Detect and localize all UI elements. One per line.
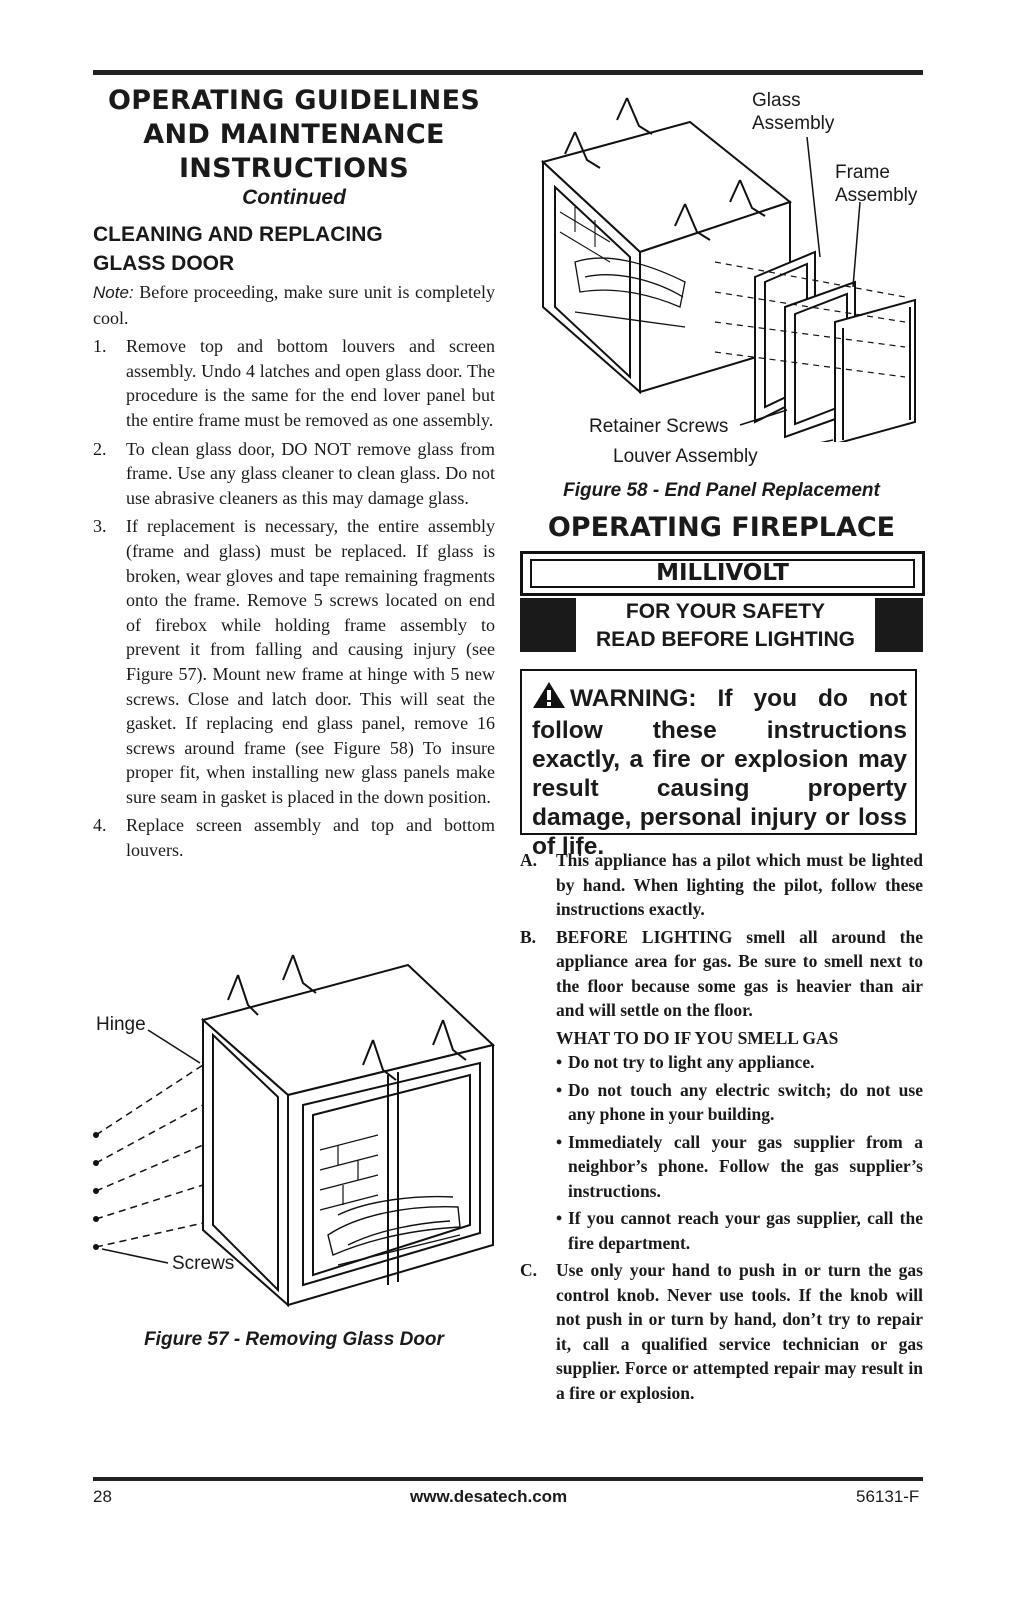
glass-assembly-line-1: Glass [752,90,801,111]
note-paragraph [93,280,495,330]
hinge-callout: Hinge [96,1014,146,1035]
safety-block-left [520,598,576,652]
item-label: B. [520,926,537,947]
safety-text [576,598,875,654]
title-line-3: INSTRUCTIONS [178,153,410,184]
safety-block-right [875,598,923,652]
continued-label: Continued [242,186,346,209]
louver-assembly-callout: Louver Assembly [613,446,758,467]
glass-assembly-line-2: Assembly [752,113,835,134]
item-text: Use only your hand to push in or turn the gas control knob. Never use tools. If the knob will not push in or turn by hand, don’t try to repair it, call a qualified service technician or gas supplier. Force or attempted repair may result in a fire or explosion. [556,1260,923,1403]
warning-triangle-icon [532,681,566,716]
page-number: 28 [93,1487,112,1506]
list-item-c [520,1258,923,1405]
section-heading-line-1: CLEANING AND REPLACING [93,223,383,246]
document-code: 56131-F [856,1487,920,1506]
page-title [93,84,495,186]
retainer-screws-callout: Retainer Screws [589,416,729,437]
safety-line-1: FOR YOUR SAFETY [625,600,826,623]
title-line-1: OPERATING GUIDELINES [107,85,481,116]
screws-callout: Screws [172,1253,235,1274]
operating-fireplace-title: OPERATING FIREPLACE [547,512,896,543]
millivolt-label: MILLIVOLT [530,559,915,588]
bottom-rule [93,1477,923,1481]
glass-assembly-callout [752,89,834,135]
list-item [93,514,495,809]
list-item [93,334,495,432]
item-text: BEFORE LIGHTING smell all around the appliance area for gas. Be sure to smell next to the floor because some gas is heavier than air and will settle on the floor. [556,926,923,1020]
smell-gas-heading: WHAT TO DO IF YOU SMELL GAS [556,1027,839,1048]
step-number: 1. [93,336,107,357]
bullet-text: Do not touch any electric switch; do not use any phone in your building. [568,1079,923,1124]
note-text: Before proceeding, make sure unit is completely cool. [93,282,495,328]
millivolt-box [520,551,925,596]
figure-57-caption: Figure 57 - Removing Glass Door [144,1329,444,1350]
warning-box [520,669,917,860]
frame-assembly-line-2: Assembly [835,185,918,206]
step-text: Replace screen assembly and top and bottom louvers. [126,815,495,861]
title-line-2: AND MAINTENANCE [143,119,445,150]
top-rule [93,70,923,75]
safety-banner [520,598,923,652]
step-text: Remove top and bottom louvers and screen assembly. Undo 4 latches and open glass door. The procedure is the same for the end lover panel but the entire frame must be removed as one assembly. [126,336,495,430]
bullet-text: Immediately call your gas supplier from a neighbor’s phone. Follow the gas supplier’s instructions. [568,1131,923,1201]
figure-57-illustration [88,945,508,1325]
figure-58-caption: Figure 58 - End Panel Replacement [563,480,880,501]
frame-assembly-line-1: Frame [835,162,890,183]
list-item-a [520,848,923,922]
item-label: A. [520,850,538,870]
section-heading-line-2: GLASS DOOR [93,252,235,275]
figure-58-illustration [515,92,925,442]
frame-assembly-callout [835,161,917,207]
safety-line-2: READ BEFORE LIGHTING [595,628,855,651]
list-item [93,437,495,511]
list-item: • If you cannot reach your gas supplier, call the fire department. [556,1208,923,1253]
item-text: This appliance has a pilot which must be lighted by hand. When lighting the pilot, follow these instructions exactly. [556,850,923,919]
list-item: • Do not try to light any appliance. [556,1052,815,1072]
website-link[interactable]: www.desatech.com [410,1487,568,1506]
left-column [93,84,495,867]
section-heading [93,220,495,278]
step-number: 3. [93,516,107,537]
step-text: To clean glass door, DO NOT remove glass from frame. Use any glass cleaner to clean glass. Do not use abrasive cleaners as this may damage glass. [126,438,495,508]
bullet-text: Do not try to light any appliance. [568,1052,815,1072]
steps-list [93,334,495,862]
lighting-instructions [520,848,923,1408]
note-label: Note: [93,283,134,302]
step-number: 2. [93,438,107,459]
item-label: C. [520,1260,538,1280]
list-item: • Do not touch any electric switch; do not use any phone in your building. [556,1079,923,1124]
list-item [93,813,495,862]
bullet-text: If you cannot reach your gas supplier, call the fire department. [568,1208,923,1253]
warning-message [532,681,907,861]
list-item: • Immediately call your gas supplier from a neighbor’s phone. Follow the gas supplier’s instructions. [556,1131,923,1201]
list-item-b [520,925,923,1023]
warning-text: WARNING: If you do not follow these instructions exactly, a fire or explosion may result causing property damage, personal injury or loss of life. [532,685,907,860]
step-number: 4. [93,815,107,836]
step-text: If replacement is necessary, the entire assembly (frame and glass) must be replaced. If glass is broken, wear gloves and tape remaining fragments onto the frame. Remove 5 screws located on end of firebox while holding frame assembly to prevent it from falling and causing injury (see Figure 57). Mount new frame at hinge with 5 new screws. Close and latch door. This will seat the gasket. If replacing end glass panel, remove 16 screws around frame (see Figure 58) To insure proper fit, when installing new glass panels make sure seam in gasket is placed in the down position. [126,516,495,807]
